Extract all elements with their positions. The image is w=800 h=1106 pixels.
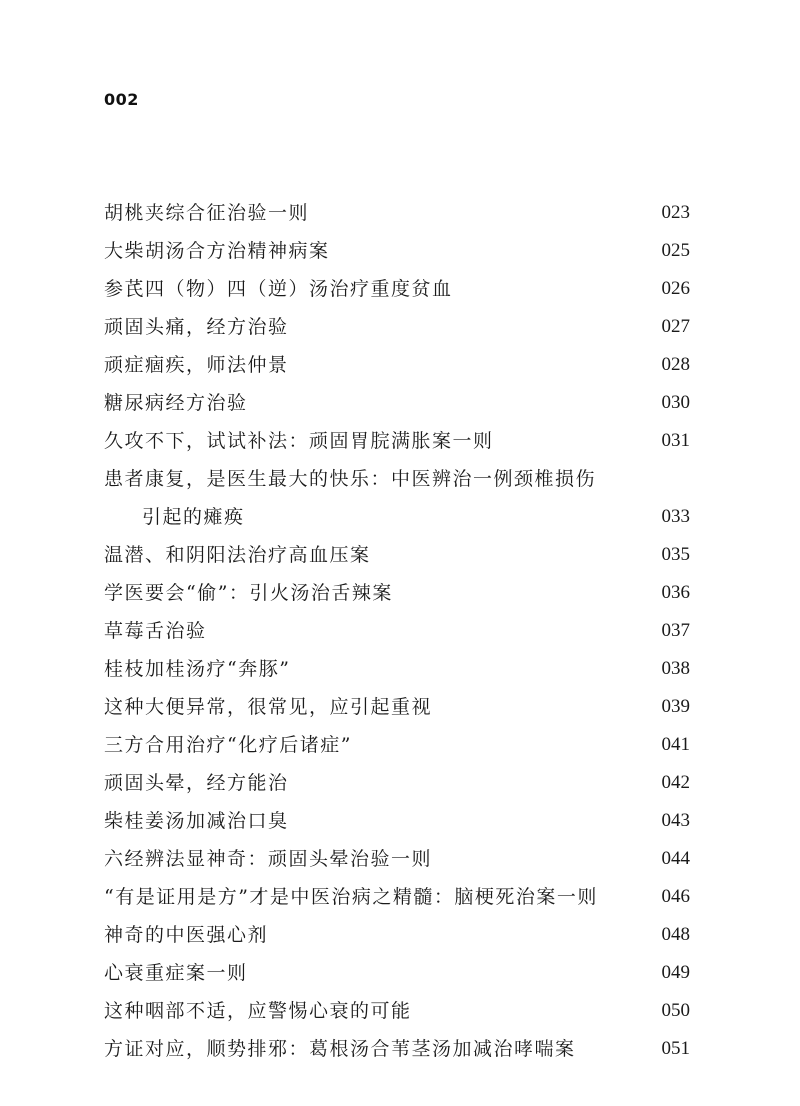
toc-entry-title: 引起的瘫痪 bbox=[142, 506, 245, 528]
toc-entry-title: 桂枝加桂汤疗“奔豚” bbox=[104, 658, 291, 680]
toc-entry bbox=[104, 688, 694, 726]
toc-entry-continuation bbox=[104, 498, 694, 536]
toc-entry bbox=[104, 992, 694, 1030]
toc-entry-title: 久攻不下，试试补法：顽固胃脘满胀案一则 bbox=[104, 430, 494, 452]
toc-entry-page: 031 bbox=[661, 430, 690, 451]
toc-entry-page: 038 bbox=[661, 658, 690, 679]
toc-entry-title: 顽症痼疾，师法仲景 bbox=[104, 354, 289, 376]
toc-entry-page: 042 bbox=[661, 772, 690, 793]
toc-entry-page: 030 bbox=[661, 392, 690, 413]
toc-entry bbox=[104, 878, 694, 916]
toc-entry-page: 049 bbox=[661, 962, 690, 983]
toc-entry bbox=[104, 422, 694, 460]
toc-entry bbox=[104, 612, 694, 650]
toc-entry-page: 026 bbox=[661, 278, 690, 299]
toc-entry bbox=[104, 1030, 694, 1068]
toc-entry-title: 柴桂姜汤加减治口臭 bbox=[104, 810, 289, 832]
toc-entry-page: 046 bbox=[661, 886, 690, 907]
toc-entry-page: 033 bbox=[661, 506, 690, 527]
toc-entry-title: 方证对应，顺势排邪：葛根汤合苇茎汤加减治哮喘案 bbox=[104, 1038, 576, 1060]
toc-entry bbox=[104, 726, 694, 764]
toc-entry-title: 患者康复，是医生最大的快乐：中医辨治一例颈椎损伤 bbox=[104, 468, 597, 490]
toc-entry-title: “有是证用是方”才是中医治病之精髓：脑梗死治案一则 bbox=[104, 886, 598, 908]
toc-entry bbox=[104, 384, 694, 422]
toc-entry bbox=[104, 802, 694, 840]
toc-entry-page: 044 bbox=[661, 848, 690, 869]
toc-entry-title: 这种咽部不适，应警惕心衰的可能 bbox=[104, 1000, 412, 1022]
toc-entry-title: 顽固头痛，经方治验 bbox=[104, 316, 289, 338]
toc-entry bbox=[104, 308, 694, 346]
toc-entry bbox=[104, 536, 694, 574]
toc-entry-title: 糖尿病经方治验 bbox=[104, 392, 248, 414]
toc-entry bbox=[104, 840, 694, 878]
toc-entry-title: 顽固头晕，经方能治 bbox=[104, 772, 289, 794]
toc-entry-title: 三方合用治疗“化疗后诸症” bbox=[104, 734, 352, 756]
toc-entry-title: 大柴胡汤合方治精神病案 bbox=[104, 240, 330, 262]
toc-entry-page: 043 bbox=[661, 810, 690, 831]
toc-entry-page: 035 bbox=[661, 544, 690, 565]
toc-entry-page: 048 bbox=[661, 924, 690, 945]
toc-entry-page: 039 bbox=[661, 696, 690, 717]
toc-entry-title: 草莓舌治验 bbox=[104, 620, 207, 642]
toc-entry-title: 心衰重症案一则 bbox=[104, 962, 248, 984]
toc-entry bbox=[104, 194, 694, 232]
toc-entry-title: 参芪四（物）四（逆）汤治疗重度贫血 bbox=[104, 278, 453, 300]
toc-entry-title: 学医要会“偷”：引火汤治舌辣案 bbox=[104, 582, 393, 604]
toc-entry-title: 神奇的中医强心剂 bbox=[104, 924, 269, 946]
toc-entry bbox=[104, 574, 694, 612]
toc-entry-page: 023 bbox=[661, 202, 690, 223]
toc-entry-title: 六经辨法显神奇：顽固头晕治验一则 bbox=[104, 848, 433, 870]
toc-entry-page: 051 bbox=[661, 1038, 690, 1059]
toc-entry-page: 028 bbox=[661, 354, 690, 375]
page-number: 002 bbox=[104, 90, 139, 109]
toc-entry-page: 050 bbox=[661, 1000, 690, 1021]
toc-entry-title: 胡桃夹综合征治验一则 bbox=[104, 202, 310, 224]
toc-entry bbox=[104, 270, 694, 308]
toc-entry-title: 温潜、和阴阳法治疗高血压案 bbox=[104, 544, 371, 566]
table-of-contents bbox=[104, 194, 694, 1068]
toc-entry-title: 这种大便异常，很常见，应引起重视 bbox=[104, 696, 433, 718]
toc-entry-page: 037 bbox=[661, 620, 690, 641]
toc-entry bbox=[104, 460, 694, 498]
toc-entry-page: 027 bbox=[661, 316, 690, 337]
toc-entry-page: 036 bbox=[661, 582, 690, 603]
toc-entry bbox=[104, 764, 694, 802]
toc-entry bbox=[104, 650, 694, 688]
toc-entry bbox=[104, 954, 694, 992]
toc-entry bbox=[104, 916, 694, 954]
toc-entry bbox=[104, 346, 694, 384]
toc-entry-page: 025 bbox=[661, 240, 690, 261]
toc-entry bbox=[104, 232, 694, 270]
toc-entry-page: 041 bbox=[661, 734, 690, 755]
